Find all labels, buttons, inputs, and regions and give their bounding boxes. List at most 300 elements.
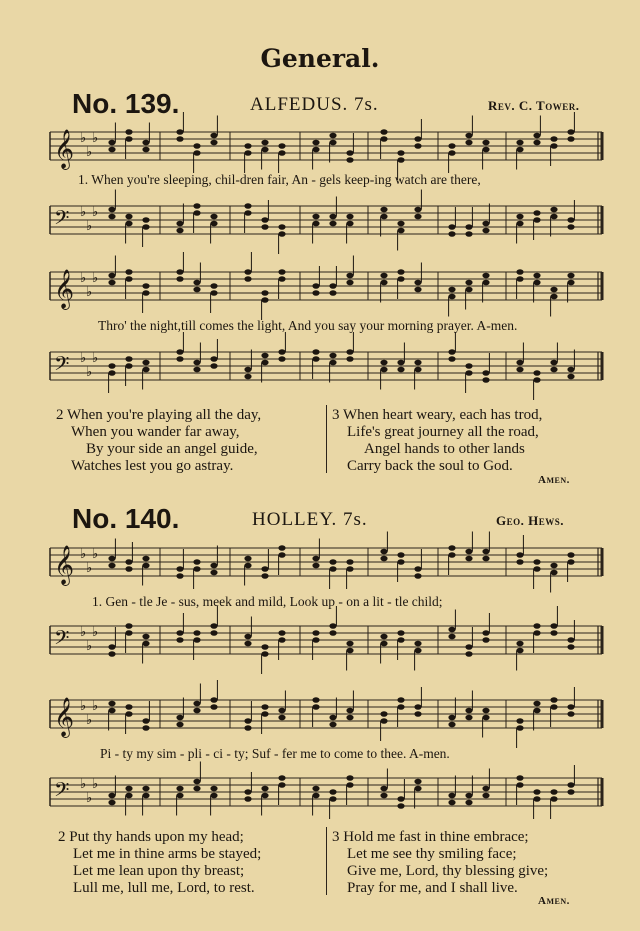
note-head	[346, 214, 353, 220]
note-head	[346, 280, 353, 286]
flat-icon: ♭	[92, 699, 99, 714]
verse-line: Let me lean upon thy breast;	[73, 863, 245, 879]
note-head	[261, 353, 268, 359]
note-head	[312, 704, 319, 710]
note-head	[533, 623, 540, 629]
note-head	[346, 559, 353, 565]
note-head	[176, 786, 183, 792]
note-head	[448, 356, 455, 362]
note-head	[516, 641, 523, 647]
note-head	[125, 630, 132, 636]
note-head	[261, 573, 268, 579]
note-head	[108, 273, 115, 279]
note-head	[533, 630, 540, 636]
verse-line: Lull me, lull me, Lord, to rest.	[73, 880, 255, 896]
music-staff-bass	[50, 344, 602, 394]
verse-line: Pray for me, and I shall live.	[347, 880, 518, 896]
flat-icon: ♭	[80, 271, 87, 286]
tune-name: ALFEDUS. 7s.	[250, 94, 379, 115]
note-head	[261, 651, 268, 657]
note-head	[278, 143, 285, 149]
note-head	[448, 793, 455, 799]
note-head	[176, 637, 183, 643]
note-head	[516, 367, 523, 373]
note-head	[142, 718, 149, 724]
note-head	[142, 793, 149, 799]
note-head	[312, 221, 319, 227]
flat-icon: ♭	[80, 777, 87, 792]
author: Rev. C. Tower.	[488, 98, 580, 113]
note-head	[142, 147, 149, 153]
note-head	[550, 294, 557, 300]
note-head	[244, 374, 251, 380]
flat-icon: ♭	[86, 145, 93, 160]
note-head	[176, 573, 183, 579]
verse-line: By your side an angel guide,	[86, 441, 258, 457]
treble-clef-icon: 𝄞	[54, 129, 75, 169]
note-head	[448, 349, 455, 355]
lyrics-line: Thro' the night,till comes the light, And you say your morning prayer. A-men.	[98, 318, 518, 333]
note-head	[380, 786, 387, 792]
note-head	[176, 136, 183, 142]
note-head	[448, 287, 455, 293]
music-staff-bass	[50, 770, 602, 820]
note-head	[465, 133, 472, 139]
verse-3	[332, 407, 542, 475]
note-head	[329, 796, 336, 802]
note-head	[125, 136, 132, 142]
note-head	[516, 214, 523, 220]
note-head	[414, 214, 421, 220]
note-head	[210, 630, 217, 636]
note-head	[261, 297, 268, 303]
note-head	[142, 556, 149, 562]
note-head	[567, 367, 574, 373]
flat-icon: ♭	[86, 285, 93, 300]
note-head	[414, 367, 421, 373]
note-head	[516, 782, 523, 788]
note-head	[244, 269, 251, 275]
note-head	[397, 637, 404, 643]
note-head	[448, 552, 455, 558]
note-head	[550, 570, 557, 576]
note-head	[329, 630, 336, 636]
hymn-number: No. 139.	[72, 88, 180, 119]
note-head	[108, 280, 115, 286]
note-head	[329, 623, 336, 629]
note-head	[108, 651, 115, 657]
music-staff-treble	[50, 692, 602, 742]
note-head	[176, 793, 183, 799]
note-head	[261, 711, 268, 717]
note-head	[278, 356, 285, 362]
note-head	[550, 623, 557, 629]
note-head	[142, 786, 149, 792]
note-head	[516, 559, 523, 565]
note-head	[397, 150, 404, 156]
note-head	[278, 708, 285, 714]
note-head	[516, 552, 523, 558]
note-head	[261, 140, 268, 146]
note-head	[346, 150, 353, 156]
note-head	[329, 214, 336, 220]
music-staff-treble	[50, 124, 602, 174]
note-head	[397, 559, 404, 565]
note-head	[516, 360, 523, 366]
note-head	[346, 715, 353, 721]
note-head	[329, 353, 336, 359]
note-head	[448, 715, 455, 721]
note-head	[346, 273, 353, 279]
note-head	[312, 140, 319, 146]
note-head	[448, 294, 455, 300]
note-head	[210, 283, 217, 289]
note-head	[108, 556, 115, 562]
note-head	[550, 143, 557, 149]
note-head	[193, 143, 200, 149]
note-head	[244, 276, 251, 282]
note-head	[193, 779, 200, 785]
note-head	[312, 697, 319, 703]
note-head	[448, 800, 455, 806]
note-head	[210, 786, 217, 792]
note-head	[193, 708, 200, 714]
note-head	[346, 641, 353, 647]
note-head	[380, 360, 387, 366]
note-head	[108, 140, 115, 146]
note-head	[465, 793, 472, 799]
flat-icon: ♭	[80, 625, 87, 640]
note-head	[329, 133, 336, 139]
note-head	[380, 711, 387, 717]
note-head	[176, 228, 183, 234]
note-head	[448, 722, 455, 728]
note-head	[176, 221, 183, 227]
amen-label: Amen.	[538, 474, 570, 486]
note-head	[346, 566, 353, 572]
note-head	[380, 641, 387, 647]
note-head	[312, 290, 319, 296]
note-head	[465, 800, 472, 806]
note-head	[414, 704, 421, 710]
music-staff-treble	[50, 264, 602, 314]
note-head	[482, 793, 489, 799]
note-head	[567, 637, 574, 643]
note-head	[125, 623, 132, 629]
verse-2	[56, 407, 261, 475]
flat-icon: ♭	[86, 561, 93, 576]
note-head	[278, 276, 285, 282]
note-head	[278, 150, 285, 156]
note-head	[448, 224, 455, 230]
note-head	[533, 273, 540, 279]
note-head	[244, 725, 251, 731]
note-head	[125, 786, 132, 792]
flat-icon: ♭	[92, 205, 99, 220]
note-head	[176, 715, 183, 721]
note-head	[108, 363, 115, 369]
verse-divider	[326, 827, 327, 895]
note-head	[278, 775, 285, 781]
note-head	[482, 549, 489, 555]
flat-icon: ♭	[80, 205, 87, 220]
verse-line: Angel hands to other lands	[364, 441, 525, 457]
note-head	[193, 150, 200, 156]
note-head	[482, 273, 489, 279]
note-head	[312, 793, 319, 799]
note-head	[533, 559, 540, 565]
hymn-number: No. 140.	[72, 503, 180, 534]
lyrics-line: 1. When you're sleeping, chil-dren fair, An - gels keep-ing watch are there,	[78, 172, 481, 187]
note-head	[193, 367, 200, 373]
note-head	[108, 644, 115, 650]
note-head	[329, 566, 336, 572]
note-head	[193, 786, 200, 792]
note-head	[108, 147, 115, 153]
note-head	[397, 796, 404, 802]
note-head	[312, 356, 319, 362]
note-head	[414, 207, 421, 213]
note-head	[125, 269, 132, 275]
note-head	[244, 718, 251, 724]
note-head	[397, 360, 404, 366]
note-head	[329, 290, 336, 296]
note-head	[414, 641, 421, 647]
note-head	[346, 708, 353, 714]
note-head	[397, 157, 404, 163]
note-head	[397, 704, 404, 710]
note-head	[346, 349, 353, 355]
note-head	[312, 214, 319, 220]
note-head	[482, 786, 489, 792]
flat-icon: ♭	[92, 777, 99, 792]
note-head	[244, 789, 251, 795]
note-head	[567, 552, 574, 558]
note-head	[567, 644, 574, 650]
note-head	[414, 648, 421, 654]
flat-icon: ♭	[80, 699, 87, 714]
note-head	[312, 786, 319, 792]
flat-icon: ♭	[92, 351, 99, 366]
note-head	[125, 793, 132, 799]
flat-icon: ♭	[92, 547, 99, 562]
verse-divider	[326, 405, 327, 473]
note-head	[465, 708, 472, 714]
note-head	[482, 637, 489, 643]
note-head	[567, 129, 574, 135]
note-head	[261, 290, 268, 296]
note-head	[125, 214, 132, 220]
note-head	[210, 704, 217, 710]
note-head	[176, 269, 183, 275]
note-head	[278, 349, 285, 355]
note-head	[278, 552, 285, 558]
note-head	[346, 157, 353, 163]
note-head	[550, 704, 557, 710]
note-head	[414, 573, 421, 579]
note-head	[465, 715, 472, 721]
note-head	[397, 697, 404, 703]
note-head	[465, 363, 472, 369]
note-head	[278, 231, 285, 237]
flat-icon: ♭	[92, 131, 99, 146]
note-head	[482, 140, 489, 146]
note-head	[465, 644, 472, 650]
note-head	[261, 360, 268, 366]
note-head	[278, 782, 285, 788]
note-head	[448, 150, 455, 156]
note-head	[448, 627, 455, 633]
note-head	[210, 290, 217, 296]
note-head	[482, 377, 489, 383]
note-head	[176, 276, 183, 282]
note-head	[397, 276, 404, 282]
note-head	[261, 224, 268, 230]
note-head	[244, 367, 251, 373]
note-head	[244, 143, 251, 149]
note-head	[244, 150, 251, 156]
verse-line: Watches lest you go astray.	[71, 458, 234, 474]
note-head	[482, 370, 489, 376]
note-head	[380, 136, 387, 142]
note-head	[142, 634, 149, 640]
flat-icon: ♭	[80, 131, 87, 146]
note-head	[278, 545, 285, 551]
note-head	[329, 221, 336, 227]
note-head	[397, 221, 404, 227]
verse-2	[58, 829, 261, 897]
note-head	[142, 140, 149, 146]
note-head	[176, 630, 183, 636]
note-head	[193, 203, 200, 209]
note-head	[516, 648, 523, 654]
note-head	[448, 545, 455, 551]
note-head	[278, 630, 285, 636]
note-head	[210, 140, 217, 146]
note-head	[550, 287, 557, 293]
verse-line: Let me in thine arms be stayed;	[73, 846, 262, 862]
note-head	[312, 349, 319, 355]
note-head	[533, 708, 540, 714]
note-head	[346, 782, 353, 788]
note-head	[465, 549, 472, 555]
verse-line: When you wander far away,	[71, 424, 240, 440]
note-head	[533, 210, 540, 216]
flat-icon: ♭	[86, 713, 93, 728]
note-head	[482, 221, 489, 227]
note-head	[516, 725, 523, 731]
note-head	[414, 566, 421, 572]
note-head	[533, 789, 540, 795]
note-head	[193, 630, 200, 636]
note-head	[244, 634, 251, 640]
note-head	[482, 147, 489, 153]
note-head	[533, 566, 540, 572]
note-head	[210, 221, 217, 227]
note-head	[346, 221, 353, 227]
note-head	[261, 786, 268, 792]
note-head	[176, 129, 183, 135]
note-head	[567, 704, 574, 710]
bass-clef-icon: 𝄢	[54, 778, 70, 806]
note-head	[193, 280, 200, 286]
note-head	[533, 370, 540, 376]
note-head	[414, 786, 421, 792]
note-head	[329, 283, 336, 289]
verse-line: 2 When you're playing all the day,	[56, 407, 262, 423]
note-head	[108, 800, 115, 806]
verse-line: 2 Put thy hands upon my head;	[58, 829, 244, 845]
note-head	[397, 367, 404, 373]
verse-line: Life's great journey all the road,	[347, 424, 539, 440]
note-head	[261, 793, 268, 799]
note-head	[244, 641, 251, 647]
note-head	[329, 789, 336, 795]
note-head	[567, 559, 574, 565]
note-head	[465, 224, 472, 230]
note-head	[346, 775, 353, 781]
note-head	[397, 552, 404, 558]
note-head	[550, 360, 557, 366]
note-head	[193, 559, 200, 565]
note-head	[244, 210, 251, 216]
note-head	[533, 217, 540, 223]
note-head	[125, 356, 132, 362]
verse-line: Let me see thy smiling face;	[347, 846, 517, 862]
note-head	[346, 356, 353, 362]
note-head	[108, 701, 115, 707]
note-head	[125, 363, 132, 369]
note-head	[380, 634, 387, 640]
note-head	[210, 133, 217, 139]
note-head	[567, 217, 574, 223]
note-head	[142, 563, 149, 569]
note-head	[108, 708, 115, 714]
flat-icon: ♭	[92, 271, 99, 286]
note-head	[125, 566, 132, 572]
note-head	[210, 563, 217, 569]
note-head	[278, 224, 285, 230]
bass-clef-icon: 𝄢	[54, 206, 70, 234]
note-head	[550, 367, 557, 373]
note-head	[414, 779, 421, 785]
note-head	[550, 789, 557, 795]
note-head	[550, 796, 557, 802]
note-head	[414, 136, 421, 142]
note-head	[142, 360, 149, 366]
note-head	[261, 217, 268, 223]
note-head	[380, 549, 387, 555]
note-head	[550, 697, 557, 703]
note-head	[142, 283, 149, 289]
note-head	[482, 228, 489, 234]
verse-line: 3 Hold me fast in thine embrace;	[332, 829, 529, 845]
note-head	[312, 637, 319, 643]
note-head	[278, 269, 285, 275]
flat-icon: ♭	[92, 625, 99, 640]
music-staff-bass	[50, 198, 602, 248]
note-head	[278, 637, 285, 643]
note-head	[380, 273, 387, 279]
bass-clef-icon: 𝄢	[54, 626, 70, 654]
author: Geo. Hews.	[496, 513, 564, 528]
note-head	[125, 221, 132, 227]
verse-line: Give me, Lord, thy blessing give;	[347, 863, 549, 879]
note-head	[210, 363, 217, 369]
note-head	[567, 280, 574, 286]
verse-line: 3 When heart weary, each has trod,	[332, 407, 543, 423]
note-head	[125, 711, 132, 717]
